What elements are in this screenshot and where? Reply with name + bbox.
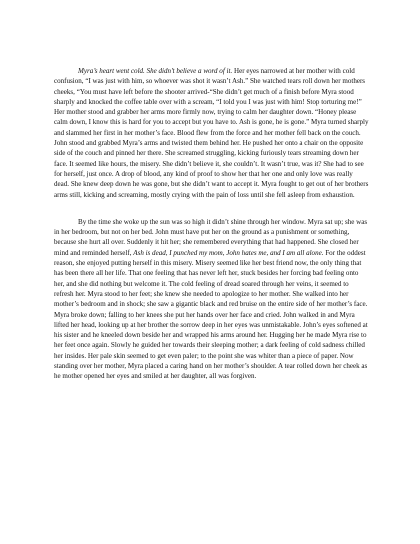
paragraph-text-after: For the oddest reason, she enjoyed putting herself in this misery. Misery seemed like her best friend now, the only thing that has been there all her life. That one feeling that has never left her, stuck besides her forcing bad feeling onto her, and she did nothing but welcome it. The cold feeling of dread soared through her veins, it seemed to refresh her. Myra stood to her feet; she knew she needed to apologize to her mother. She walked into her mother’s bedroom and in shock; she saw a gigantic black and red bruise on the entire side of her mother’s face. Myra broke down; falling to her knees she put her hands over her face and cried. John walked in and Myra lifted her head, looking up at her brother the sorrow deep in her eyes was unmistakable. John’s eyes softened at his sister and he kneeled down beside her and wrapped his arms around her. Hugging her he made Myra rise to her feet once again. Slowly he guided her towards their sleeping mother; a dark feeling of cold sadness chilled her insides. Her pale skin seemed to get even paler; to the point she was whiter than a piece of paper. Now standing over her mother, Myra placed a caring hand on her mother’s shoulder. A tear rolled down her cheek as he mother opened her eyes and smiled at her daughter, all was forgiven. xyxy=(54,248,368,381)
paragraph-1 xyxy=(54,66,369,200)
paragraph-text-before: By the time she woke up the sun was so high it didn’t shine through her window. Myra sat up; she was in her bedroom, but not on her bed. John must have put her on the ground as a punishment or something, because she hurt all over. Suddenly it hit her; she remembered everything that had happened. She closed her mind and reminded herself, xyxy=(54,217,368,257)
italic-thought: Ash is dead, I punched my mom, John hates me, and I am all alone. xyxy=(133,248,324,257)
paragraph-2 xyxy=(54,217,369,382)
paragraph-text: Her eyes narrowed at her mother with cold confusion, “I was just with him, so whoever was shot it wasn’t Ash.” She watched tears roll down her mothers cheeks, “You must have left before the shooter arrived-“She didn’t get much of a finish before Myra stood sharply and knocked the coffee table over with a scream, “I told you I was just with him! Stop torturing me!” Her mother stood and grabber her arms more firmly now, trying to calm her daughter down. “Honey please calm down, I know this is hard for you to accept but you have to. Ash is gone, he is gone.” Myra turned sharply and slammed her first in her mother’s face. Blood flew from the force and her mother fell back on the couch. John stood and grabbed Myra’s arms and twisted them behind her. He pushed her onto a chair on the opposite side of the couch and pinned her there. She screamed struggling, kicking furiously tears streaming down her face. It seemed like hours, the misery. She didn’t believe it, she couldn’t. It wasn’t true, was it? She had to see for herself, just once. A drop of blood, any kind of proof to show her that her one and only love was really dead. She knew deep down he was gone, but she didn’t want to accept it. Myra fought to get out of her brothers arms still, kicking and screaming, mostly crying with the pain of loss until she fell asleep from exhaustion. xyxy=(54,67,369,199)
italic-lead: Myra’s heart went cold. She didn’t believe a word of it. xyxy=(78,67,233,75)
